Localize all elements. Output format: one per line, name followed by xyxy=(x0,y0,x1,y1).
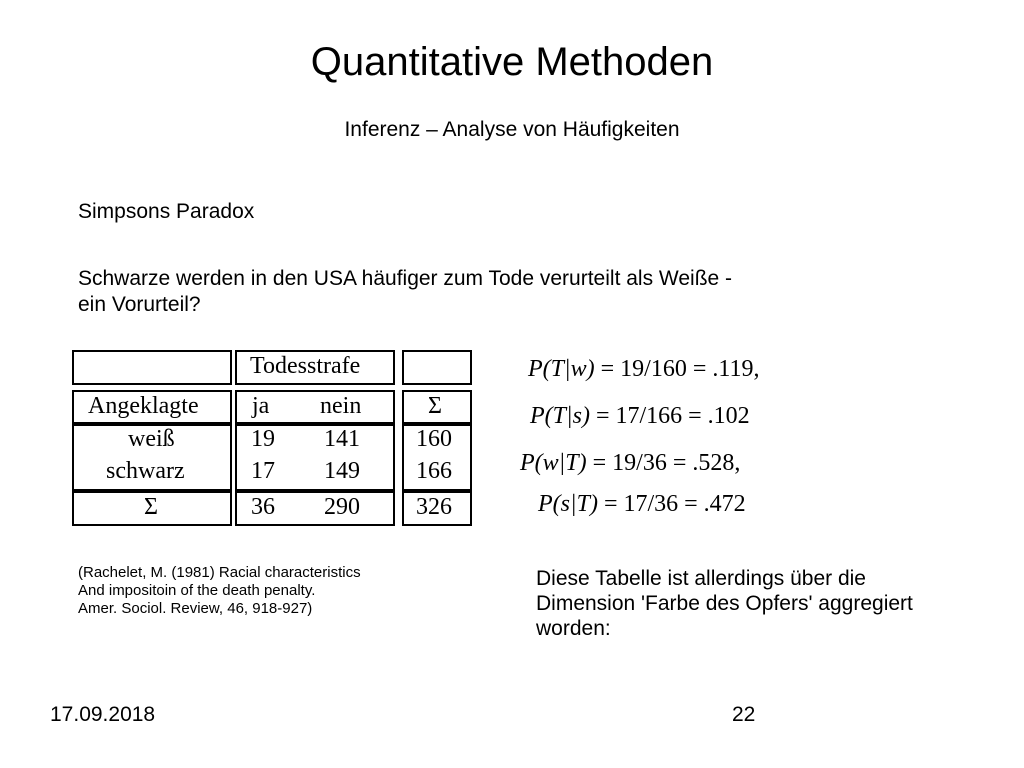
note-line: Diese Tabelle ist allerdings über die xyxy=(536,567,866,590)
table-cell: 17 xyxy=(251,458,275,484)
formula-lhs: P(w|T) xyxy=(520,450,587,476)
table-cell: 160 xyxy=(416,426,452,452)
note-line: Dimension 'Farbe des Opfers' aggregiert xyxy=(536,592,913,615)
table-row-label: weiß xyxy=(128,426,175,452)
death-penalty-table xyxy=(72,350,472,527)
section-heading: Simpsons Paradox xyxy=(78,200,255,223)
citation-line: (Rachelet, M. (1981) Racial characteristics xyxy=(78,564,361,581)
question-line-1: Schwarze werden in den USA häufiger zum Tode verurteilt als Weiße - xyxy=(78,267,733,290)
table-row-label: Σ xyxy=(144,494,158,520)
formula-rhs: = 17/36 = .472 xyxy=(603,491,746,517)
question-line-2: ein Vorurteil? xyxy=(78,293,201,316)
table-cell: 326 xyxy=(416,494,452,520)
table-header-sum-empty-cell xyxy=(402,350,472,385)
table-cell: 290 xyxy=(324,494,360,520)
citation xyxy=(78,564,361,618)
formula-rhs: = 17/166 = .102 xyxy=(595,403,750,429)
citation-line: Amer. Sociol. Review, 46, 918-927) xyxy=(78,600,313,617)
table-cell: 141 xyxy=(324,426,360,452)
aggregation-note xyxy=(536,566,1006,641)
slide-title: Quantitative Methoden xyxy=(310,40,714,84)
formula-row xyxy=(530,403,750,430)
footer-date: 17.09.2018 xyxy=(50,703,156,726)
table-row-label: schwarz xyxy=(106,458,185,484)
table-header-group: Todesstrafe xyxy=(250,353,361,379)
slide-subtitle: Inferenz – Analyse von Häufigkeiten xyxy=(344,118,680,141)
formula-rhs: = 19/160 = .119, xyxy=(600,356,760,382)
table-colhead-no: nein xyxy=(320,393,362,419)
table-cell: 166 xyxy=(416,458,452,484)
formula-lhs: P(T|w) xyxy=(528,356,595,382)
table-cell: 19 xyxy=(251,426,275,452)
citation-line: And impositoin of the death penalty. xyxy=(78,582,316,599)
table-cell: 149 xyxy=(324,458,360,484)
formula-rhs: = 19/36 = .528, xyxy=(592,450,741,476)
formula-row xyxy=(520,450,740,477)
formula-lhs: P(s|T) xyxy=(538,491,598,517)
formula-lhs: P(T|s) xyxy=(530,403,590,429)
table-colhead-sum: Σ xyxy=(428,393,442,419)
footer-page-number: 22 xyxy=(732,703,756,726)
table-colhead-defendant: Angeklagte xyxy=(88,393,199,419)
formula-row xyxy=(538,491,746,518)
table-colhead-yes: ja xyxy=(252,393,270,419)
question-text xyxy=(78,266,898,318)
formula-row xyxy=(528,356,759,383)
note-line: worden: xyxy=(536,617,611,640)
table-header-empty-cell xyxy=(72,350,232,385)
table-cell: 36 xyxy=(251,494,275,520)
